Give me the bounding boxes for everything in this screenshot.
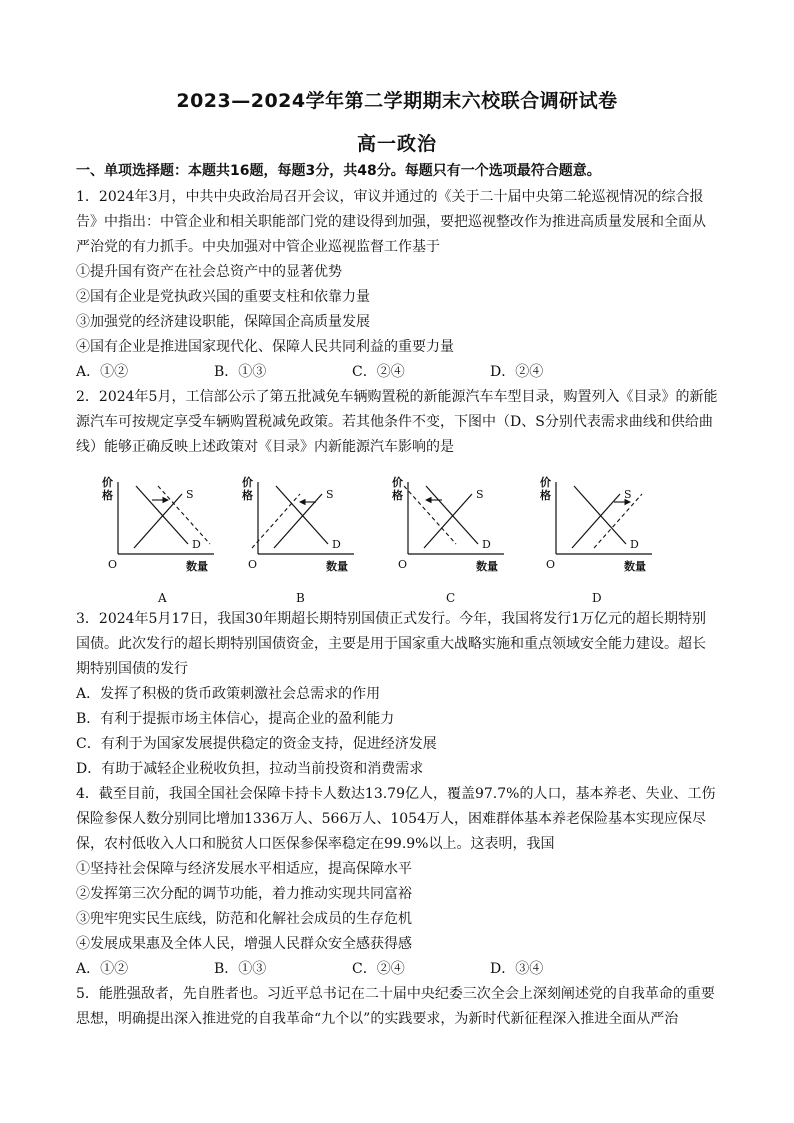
graph-c-x-label: 数量 [476, 560, 498, 573]
q1-line-3: 严治党的有力抓手。中央加强对中管企业巡视监督工作基于 [76, 239, 440, 255]
graph-a-demand-curve [136, 486, 188, 544]
graph-b-y-label-1: 价 [242, 476, 253, 489]
graph-c-supply-label: S [476, 488, 484, 501]
q3-line-2: 国债。此次发行的超长期特别国债资金，主要是用于国家重大战略实施和重点领域安全能力建设。超长 [76, 636, 706, 652]
graph-a-supply-curve [134, 494, 182, 548]
q3-line-3: 期特别国债的发行 [76, 661, 188, 677]
q3-option-a: A．发挥了积极的货币政策刺激社会总需求的作用 [76, 686, 381, 702]
graph-a-supply-label: S [186, 488, 194, 501]
graph-c-y-label-1: 价 [392, 476, 403, 489]
q2-line-2: 源汽车可按规定享受车辆购置税减免政策。若其他条件不变，下图中（D、S分别代表需求曲线和供给曲 [76, 414, 713, 430]
graph-d-demand-curve [574, 486, 626, 544]
q1-item-3: ③加强党的经济建设职能，保障国企高质量发展 [76, 314, 370, 330]
q4-line-2: 保险参保人数分别同比增加1336万人、566万人、1054万人，困难群体基本养老保险基本实现应保尽 [76, 811, 706, 827]
graph-d-y-label-2: 格 [540, 489, 551, 502]
q2-line-3: 线）能够正确反映上述政策对《目录》内新能源汽车影响的是 [76, 439, 454, 455]
section-heading: 一、单项选择题：本题共16题，每题3分，共48分。每题只有一个选项最符合题意。 [76, 163, 601, 179]
q5-line-2: 思想，明确提出深入推进党的自我革命“九个以”的实践要求，为新时代新征程深入推进全面从严治 [76, 1011, 679, 1027]
q1-item-4: ④国有企业是推进国家现代化、保障人民共同利益的重要力量 [76, 339, 454, 355]
graph-d-supply-curve [572, 494, 620, 548]
graph-a-shifted-demand-curve [158, 486, 210, 544]
graph-b-shifted-supply-curve [252, 494, 300, 548]
graph-b-demand-curve [276, 486, 328, 544]
q4-option-a: A．①② [76, 961, 129, 977]
q4-option-b: B．①③ [214, 961, 267, 977]
graph-d-y-label-1: 价 [540, 476, 551, 489]
graph-c-supply-curve [424, 494, 472, 548]
q4-item-2: ②发挥第三次分配的调节功能，着力推动实现共同富裕 [76, 886, 412, 902]
q1-option-c: C．②④ [352, 364, 405, 380]
graph-c-origin: O [398, 558, 408, 571]
q1-option-d: D．②④ [490, 364, 544, 380]
q1-line-2: 告》中指出：中管企业和相关职能部门党的建设得到加强，要把巡视整改作为推进高质量发展和全面从 [76, 214, 706, 230]
graph-b-origin: O [248, 558, 258, 571]
q4-line-1: 4．截至目前，我国全国社会保障卡持卡人数达13.79亿人，覆盖97.7%的人口，基本养老、失业、工伤 [76, 786, 716, 802]
q3-option-b: B．有利于提振市场主体信心，提高企业的盈利能力 [76, 711, 395, 727]
graph-a-y-label-1: 价 [102, 476, 113, 489]
supply-demand-graphs [0, 470, 794, 610]
graph-a-y-label-2: 格 [102, 489, 113, 502]
graph-c-demand-curve [426, 486, 478, 544]
q4-item-1: ①坚持社会保障与经济发展水平相适应，提高保障水平 [76, 861, 412, 877]
exam-subject: 高一政治 [356, 133, 437, 155]
graph-label-a: A [158, 591, 167, 605]
graph-d-demand-label: D [630, 538, 639, 551]
graph-label-b: B [296, 591, 305, 605]
graph-c-shifted-demand-curve [404, 486, 456, 544]
q4-option-d: D．③④ [490, 961, 544, 977]
exam-title: 2023—2024学年第二学期期末六校联合调研试卷 [176, 90, 618, 112]
q1-line-1: 1．2024年3月，中共中央政治局召开会议，审议并通过的《关于二十届中央第二轮巡视情况的综合报 [76, 189, 704, 205]
graph-c-y-label-2: 格 [392, 489, 403, 502]
q4-item-4: ④发展成果惠及全体人民，增强人民群众安全感获得感 [76, 936, 412, 952]
q1-option-b: B．①③ [214, 364, 267, 380]
graph-a-origin: O [108, 558, 118, 571]
q4-option-c: C．②④ [352, 961, 405, 977]
graph-b-x-label: 数量 [326, 560, 348, 573]
q1-item-1: ①提升国有资产在社会总资产中的显著优势 [76, 264, 342, 280]
q4-item-3: ③兜牢兜实民生底线，防范和化解社会成员的生存危机 [76, 911, 412, 927]
graph-d-origin: O [546, 558, 556, 571]
graph-label-d: D [592, 591, 602, 605]
q4-line-3: 保，农村低收入人口和脱贫人口医保参保率稳定在99.9%以上。这表明，我国 [76, 836, 555, 852]
graph-c-demand-label: D [482, 538, 491, 551]
q1-option-a: A．①② [76, 364, 129, 380]
graph-d-x-label: 数量 [624, 560, 646, 573]
graph-b-supply-label: S [326, 488, 334, 501]
graph-b-demand-label: D [332, 538, 341, 551]
graph-d-supply-label: S [624, 488, 632, 501]
q3-option-d: D．有助于减轻企业税收负担，拉动当前投资和消费需求 [76, 761, 424, 777]
q2-line-1: 2．2024年5月，工信部公示了第五批减免车辆购置税的新能源汽车车型目录，购置列入《目录》的新能 [76, 389, 718, 405]
graph-label-c: C [446, 591, 456, 605]
q3-option-c: C．有利于为国家发展提供稳定的资金支持，促进经济发展 [76, 736, 437, 752]
q1-item-2: ②国有企业是党执政兴国的重要支柱和依靠力量 [76, 289, 370, 305]
q3-line-1: 3．2024年5月17日，我国30年期超长期特别国债正式发行。今年，我国将发行1万亿元的超长期特别 [76, 611, 706, 627]
graph-a-demand-label: D [192, 538, 201, 551]
graph-a-x-label: 数量 [186, 560, 208, 573]
graph-b-y-label-2: 格 [242, 489, 253, 502]
q5-line-1: 5．能胜强敌者，先自胜者也。习近平总书记在二十届中央纪委三次全会上深刻阐述党的自我革命的重要 [76, 986, 715, 1002]
